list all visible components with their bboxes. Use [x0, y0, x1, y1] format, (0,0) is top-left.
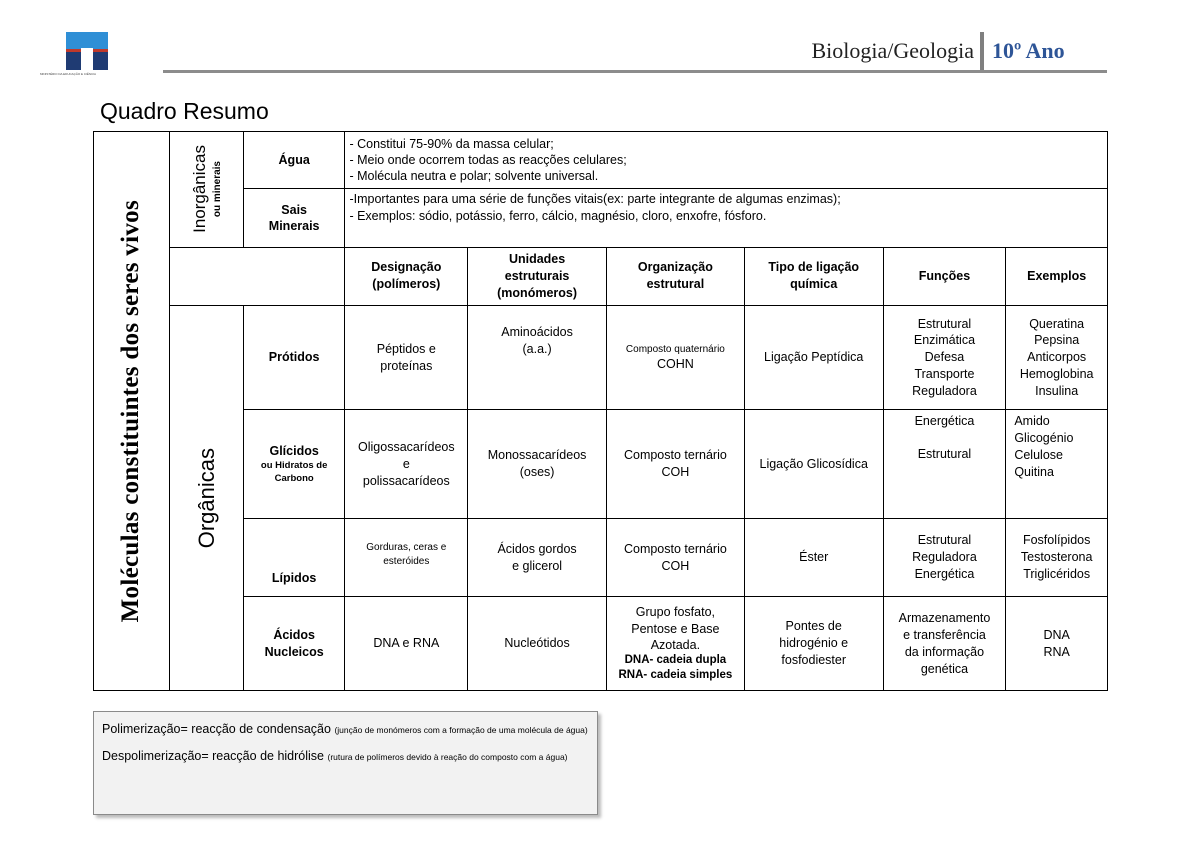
header-unidades: [468, 247, 607, 305]
protidos-exemplo: Hemoglobina: [1019, 367, 1094, 382]
acidos-organizacao-line: Pentose e Base: [631, 621, 720, 636]
despolimerizacao-detail: (rutura de polímeros devido à reação do composto com a água): [327, 752, 568, 763]
acidos-ligacao-line: Pontes de: [785, 619, 842, 634]
lipidos-organizacao-line: COH: [661, 558, 690, 573]
protidos-exemplo: Pepsina: [1034, 333, 1080, 348]
glicidos-organizacao-line: Composto ternário: [623, 448, 727, 463]
protidos-funcao: Defesa: [924, 350, 965, 365]
protidos-unidades-line: Aminoácidos: [501, 324, 573, 339]
protidos-funcao: Transporte: [914, 367, 975, 382]
protidos-funcoes: [883, 305, 1006, 410]
glicidos-organizacao-line: COH: [661, 465, 690, 480]
lipidos-name: Lípidos: [243, 519, 345, 597]
lipidos-funcao: Estrutural: [917, 533, 972, 548]
protidos-exemplo: Insulina: [1035, 384, 1079, 398]
despolimerizacao-note: [102, 747, 589, 766]
glicidos-unidades: [468, 410, 607, 519]
header-funcoes: Funções: [883, 247, 1006, 305]
protidos-designacao-line: Péptidos e: [376, 341, 436, 356]
glicidos-exemplos: [1006, 410, 1108, 519]
lipidos-exemplos: [1006, 519, 1108, 597]
lipidos-organizacao: [606, 519, 744, 597]
sais-line: - Exemplos: sódio, potássio, ferro, cálcio, magnésio, cloro, enxofre, fósforo.: [349, 208, 767, 223]
glicidos-designacao-line: e: [402, 456, 410, 471]
despolimerizacao-text: Despolimerização= reacção de hidrólise: [102, 749, 324, 764]
protidos-organizacao-line: COHN: [656, 357, 694, 371]
acidos-exemplo: DNA: [1043, 627, 1070, 642]
lipidos-designacao-line: Gorduras, ceras e: [366, 542, 447, 554]
header-ligacao-line: Tipo de ligação: [768, 260, 860, 275]
acidos-organizacao-line: Azotada.: [650, 637, 701, 652]
glicidos-funcao: Energética: [914, 414, 975, 429]
inorganic-label: Inorgânicas: [190, 145, 210, 234]
acidos-funcao-line: da informação: [904, 644, 985, 659]
protidos-unidades: [468, 305, 607, 410]
polimerizacao-detail: (junção de monómeros com a formação de uma molécula de água): [334, 725, 588, 735]
subject-title: Biologia/Geologia: [811, 38, 974, 63]
header-ligacao: [744, 247, 883, 305]
protidos-funcao: Reguladora: [912, 384, 977, 398]
protidos-organizacao-line: Composto quaternário: [625, 343, 725, 355]
glicidos-sub-line: ou Hidratos de: [260, 459, 328, 471]
ministry-logo: [40, 32, 135, 77]
header-empty-cell: [170, 247, 345, 305]
protidos-organizacao: [606, 305, 744, 410]
protidos-funcao: Estrutural: [917, 316, 972, 331]
acidos-organizacao: [606, 597, 744, 691]
polimerizacao-text: Polimerização= reacção de condensação: [102, 722, 331, 736]
acidos-name-line: Ácidos: [273, 627, 315, 642]
protidos-exemplos: [1006, 305, 1108, 410]
organic-label: Orgânicas: [193, 447, 219, 549]
protidos-exemplo: Queratina: [1029, 316, 1085, 331]
header-separator: [980, 32, 984, 70]
glicidos-ligacao: Ligação Glicosídica: [744, 410, 883, 519]
acidos-funcao-line: e transferência: [903, 627, 986, 642]
glicidos-designacao-line: polissacarídeos: [362, 473, 450, 488]
ministry-logo-icon: [66, 32, 108, 70]
glicidos-designacao-line: Oligossacarídeos: [358, 439, 455, 454]
logo-caption: MINISTÉRIO DA EDUCAÇÃO E CIÊNCIA: [40, 72, 97, 76]
protidos-designacao-line: proteínas: [380, 358, 433, 373]
glicidos-name-line: Glícidos: [269, 444, 319, 458]
page-title: Quadro Resumo: [100, 98, 269, 124]
acidos-organizacao-line: RNA- cadeia simples: [618, 669, 733, 682]
glicidos-designacao: [345, 410, 468, 519]
polimerizacao-note: [102, 720, 589, 739]
inorganic-category-cell: [170, 132, 243, 248]
protidos-name: Prótidos: [243, 305, 345, 410]
glicidos-sub-line: Carbono: [274, 472, 314, 484]
header-organizacao-line: Organização: [637, 260, 713, 275]
protidos-unidades-line: (a.a.): [522, 341, 552, 356]
sais-name-line: Sais: [281, 202, 308, 217]
agua-line: - Meio onde ocorrem todas as reacções celulares;: [349, 153, 627, 168]
acidos-funcoes: [883, 597, 1006, 691]
header-unidades-line: estruturais: [504, 268, 570, 283]
agua-name: Água: [243, 132, 345, 189]
glicidos-organizacao: [606, 410, 744, 519]
school-year: 10º Ano: [992, 38, 1065, 63]
glicidos-exemplo: Glicogénio: [1014, 431, 1074, 446]
lipidos-funcao: Energética: [914, 567, 975, 582]
acidos-name-line: Nucleicos: [264, 644, 324, 659]
header-designacao: [345, 247, 468, 305]
definitions-note: [93, 711, 598, 815]
glicidos-exemplo: Quitina: [1014, 465, 1054, 480]
acidos-unidades: Nucleótidos: [468, 597, 607, 691]
lipidos-unidades-line: e glicerol: [512, 558, 563, 573]
main-category-cell: [94, 132, 170, 691]
header-designacao-line: Designação: [371, 260, 442, 275]
lipidos-funcoes: [883, 519, 1006, 597]
acidos-organizacao-line: Grupo fosfato,: [635, 605, 715, 620]
protidos-designacao: [345, 305, 468, 410]
lipidos-designacao-line: esteróides: [383, 555, 430, 567]
lipidos-funcao: Reguladora: [912, 550, 977, 565]
lipidos-exemplo: Triglicéridos: [1023, 567, 1091, 582]
header-rule: [163, 70, 1107, 73]
main-category-label: Moléculas constituintes dos seres vivos: [117, 199, 145, 623]
glicidos-unidades-line: (oses): [519, 465, 555, 480]
acidos-ligacao: [744, 597, 883, 691]
summary-table: [93, 131, 1108, 691]
inorganic-sublabel: ou minerais: [212, 161, 224, 218]
sais-name-line: Minerais: [268, 218, 320, 233]
header-exemplos: Exemplos: [1006, 247, 1108, 305]
sais-description: [345, 189, 1108, 247]
lipidos-designacao: [345, 519, 468, 597]
header-ligacao-line: química: [790, 277, 838, 292]
glicidos-funcao: Estrutural: [917, 447, 972, 462]
header-designacao-line: (polímeros): [372, 277, 441, 292]
glicidos-funcoes: [883, 410, 1006, 519]
lipidos-unidades: [468, 519, 607, 597]
protidos-exemplo: Anticorpos: [1027, 350, 1087, 365]
acidos-exemplos: [1006, 597, 1108, 691]
sais-name: [243, 189, 345, 247]
acidos-funcao-line: genética: [920, 661, 969, 676]
glicidos-exemplo: Amido: [1014, 414, 1050, 429]
protidos-ligacao: Ligação Peptídica: [744, 305, 883, 410]
acidos-ligacao-line: fosfodiester: [781, 653, 847, 668]
header-unidades-line: Unidades: [508, 251, 566, 266]
acidos-exemplo: RNA: [1043, 644, 1070, 659]
agua-description: [345, 132, 1108, 189]
acidos-ligacao-line: hidrogénio e: [779, 636, 849, 651]
glicidos-unidades-line: Monossacarídeos: [487, 448, 587, 463]
acidos-name: [243, 597, 345, 691]
header-organizacao: [606, 247, 744, 305]
lipidos-exemplo: Fosfolípidos: [1022, 533, 1091, 548]
header-unidades-line: (monómeros): [497, 285, 578, 300]
acidos-organizacao-line: DNA- cadeia dupla: [624, 654, 727, 667]
protidos-funcao: Enzimática: [913, 333, 976, 348]
lipidos-unidades-line: Ácidos gordos: [497, 541, 577, 556]
glicidos-exemplo: Celulose: [1014, 448, 1063, 463]
lipidos-exemplo: Testosterona: [1020, 550, 1093, 565]
sais-line: -Importantes para uma série de funções vitais(ex: parte integrante de algumas enzimas);: [349, 192, 841, 207]
agua-line: - Molécula neutra e polar; solvente universal.: [349, 169, 599, 184]
organic-category-cell: [170, 305, 243, 690]
lipidos-ligacao: Éster: [744, 519, 883, 597]
agua-line: - Constitui 75-90% da massa celular;: [349, 136, 554, 151]
header-organizacao-line: estrutural: [646, 277, 705, 292]
lipidos-organizacao-line: Composto ternário: [623, 541, 727, 556]
glicidos-name: [243, 410, 345, 519]
acidos-funcao-line: Armazenamento: [898, 610, 991, 625]
acidos-designacao: DNA e RNA: [345, 597, 468, 691]
